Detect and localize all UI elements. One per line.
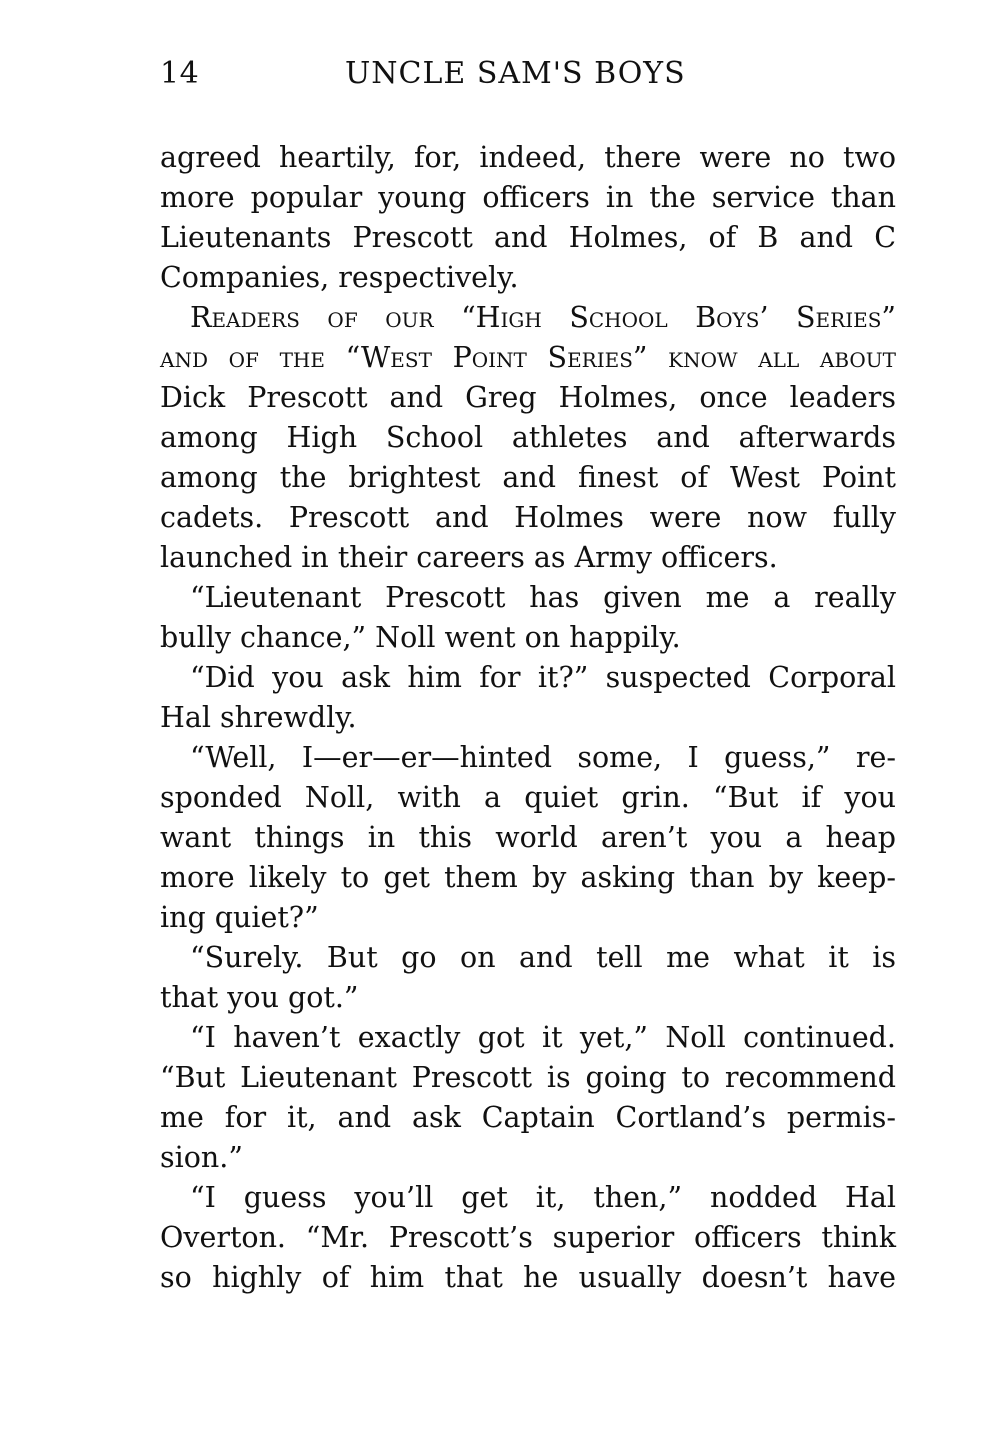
text-line: Dick Prescott and Greg Holmes, once leaders [160,381,896,414]
text-line: sponded Noll, with a quiet grin. “But if you [160,781,896,814]
text-line: bully chance,” Noll went on happily. [160,621,681,654]
text-line: “Surely. But go on and tell me what it is [190,941,896,974]
text-line: that you got.” [160,981,359,1014]
text-line: ing quiet?” [160,901,319,934]
text-line: more popular young officers in the service than [160,181,896,214]
book-page [160,50,896,1298]
text-line: want things in this world aren’t you a heap [160,821,896,854]
running-title: UNCLE SAM'S BOYS [345,56,686,91]
text-line: among the brightest and finest of West Point [160,461,896,494]
text-line: more likely to get them by asking than by keep- [160,861,896,894]
text-line: sion.” [160,1141,243,1174]
text-line: “I guess you’ll get it, then,” nodded Hal [190,1181,896,1214]
text-line: Readers of our “High School Boys’ Series” [190,301,896,334]
text-line: me for it, and ask Captain Cortland’s permis- [160,1101,896,1134]
text-line: Companies, respectively. [160,261,519,294]
text-line: “Well, I—er—er—hinted some, I guess,” re- [190,741,896,774]
text-line: among High School athletes and afterwards [160,421,896,454]
text-line: and of the “West Point Series” know all about [160,341,896,374]
text-line: agreed heartily, for, indeed, there were no two [160,141,896,174]
body-text [160,138,896,1298]
text-line: “I haven’t exactly got it yet,” Noll continued. [190,1021,896,1054]
text-line: Lieutenants Prescott and Holmes, of B and C [160,221,896,254]
text-line: launched in their careers as Army officers. [160,541,778,574]
text-line: “Did you ask him for it?” suspected Corporal [190,661,896,694]
text-line: “Lieutenant Prescott has given me a really [190,581,896,614]
text-line: so highly of him that he usually doesn’t have [160,1261,896,1294]
text-line: “But Lieutenant Prescott is going to recommend [160,1061,896,1094]
text-line: Overton. “Mr. Prescott’s superior officers think [160,1221,896,1254]
text-line: Hal shrewdly. [160,701,357,734]
text-line: cadets. Prescott and Holmes were now fully [160,501,896,534]
page-number: 14 [160,56,200,91]
running-head [160,50,896,106]
